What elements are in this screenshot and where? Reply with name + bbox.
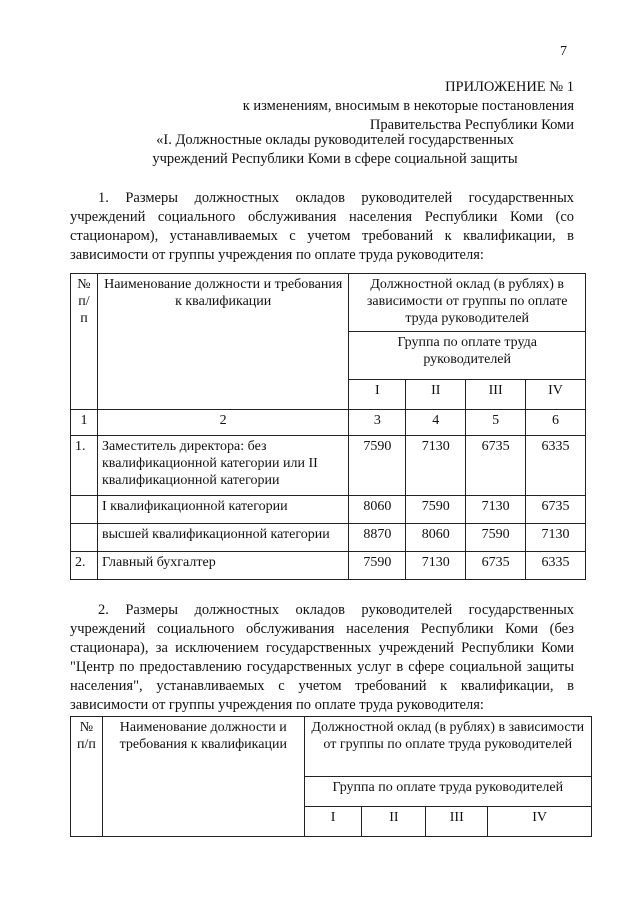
salary-value: 7590 bbox=[466, 524, 526, 552]
salary-value: 6735 bbox=[466, 552, 526, 580]
row-num bbox=[71, 524, 98, 552]
header-salary: Должностной оклад (в рублях) в зависимости от группы по оплате труда руководителей bbox=[304, 717, 591, 777]
salary-value: 7590 bbox=[349, 552, 406, 580]
salary-value: 6335 bbox=[526, 436, 586, 496]
group-i: I bbox=[304, 807, 362, 837]
col-num: 2 bbox=[97, 410, 348, 436]
header-salary: Должностной оклад (в рублях) в зависимости от группы по оплате труда руководителей bbox=[349, 274, 586, 332]
salary-value: 6735 bbox=[526, 496, 586, 524]
table-row bbox=[71, 496, 586, 524]
annex-header bbox=[154, 78, 574, 135]
section-title-line1: «I. Должностные оклады руководителей государственных bbox=[156, 132, 514, 148]
annex-title: ПРИЛОЖЕНИЕ № 1 bbox=[445, 79, 574, 95]
header-group: Группа по оплате труда руководителей bbox=[304, 777, 591, 807]
col-num: 5 bbox=[466, 410, 526, 436]
col-num: 6 bbox=[526, 410, 586, 436]
row-num: 2. bbox=[71, 552, 98, 580]
section-title-line2: учреждений Республики Коми в сфере социальной защиты bbox=[152, 151, 518, 167]
header-num: № п/п bbox=[71, 274, 98, 410]
col-num: 4 bbox=[406, 410, 466, 436]
table-row bbox=[71, 436, 586, 496]
section-title bbox=[130, 131, 540, 169]
row-position: I квалификационной категории bbox=[97, 496, 348, 524]
salary-value: 6735 bbox=[466, 436, 526, 496]
salary-table-1 bbox=[70, 273, 586, 580]
table-row bbox=[71, 552, 586, 580]
row-position: Главный бухгалтер bbox=[97, 552, 348, 580]
row-position: высшей квалификационной категории bbox=[97, 524, 348, 552]
table-row bbox=[71, 524, 586, 552]
salary-value: 6335 bbox=[526, 552, 586, 580]
salary-value: 8060 bbox=[349, 496, 406, 524]
header-num: № п/п bbox=[71, 717, 103, 837]
salary-value: 7130 bbox=[466, 496, 526, 524]
header-group: Группа по оплате труда руководителей bbox=[349, 332, 586, 380]
salary-value: 7130 bbox=[526, 524, 586, 552]
group-i: I bbox=[349, 380, 406, 410]
salary-value: 8060 bbox=[406, 524, 466, 552]
salary-value: 8870 bbox=[349, 524, 406, 552]
col-num: 1 bbox=[71, 410, 98, 436]
column-number-row bbox=[71, 410, 586, 436]
group-ii: II bbox=[406, 380, 466, 410]
salary-value: 7130 bbox=[406, 436, 466, 496]
annex-subtitle: к изменениям, вносимым в некоторые постановления bbox=[242, 98, 574, 114]
header-position: Наименование должности и требования к квалификации bbox=[97, 274, 348, 410]
group-iv: IV bbox=[488, 807, 592, 837]
salary-table-2 bbox=[70, 716, 592, 837]
annex-government: Правительства Республики Коми bbox=[369, 117, 574, 133]
group-iv: IV bbox=[526, 380, 586, 410]
row-num: 1. bbox=[71, 436, 98, 496]
header-position: Наименование должности и требования к квалификации bbox=[102, 717, 304, 837]
paragraph-1: 1. Размеры должностных окладов руководителей государственных учреждений социального обслуживания населения Республики Коми (со стационаром), устанавливаемых с учетом требований к квалификации, в зависимости от группы учреждения по оплате труда руководителя: bbox=[70, 190, 574, 263]
group-iii: III bbox=[426, 807, 488, 837]
paragraph-2: 2. Размеры должностных окладов руководителей государственных учреждений социального обслуживания населения Республики Коми (без стационара), за исключением государственных учреждений Республики Коми "Центр по предоставлению государственных услуг в сфере социальной защиты населения", устанавливаемых с учетом требований к квалификации, в зависимости от группы учреждения по оплате труда руководителя: bbox=[70, 602, 574, 713]
row-position: Заместитель директора: без квалификационной категории или II квалификационной категории bbox=[97, 436, 348, 496]
group-ii: II bbox=[362, 807, 426, 837]
salary-value: 7130 bbox=[406, 552, 466, 580]
salary-value: 7590 bbox=[406, 496, 466, 524]
col-num: 3 bbox=[349, 410, 406, 436]
salary-value: 7590 bbox=[349, 436, 406, 496]
page-number: 7 bbox=[560, 44, 567, 59]
group-iii: III bbox=[466, 380, 526, 410]
row-num bbox=[71, 496, 98, 524]
